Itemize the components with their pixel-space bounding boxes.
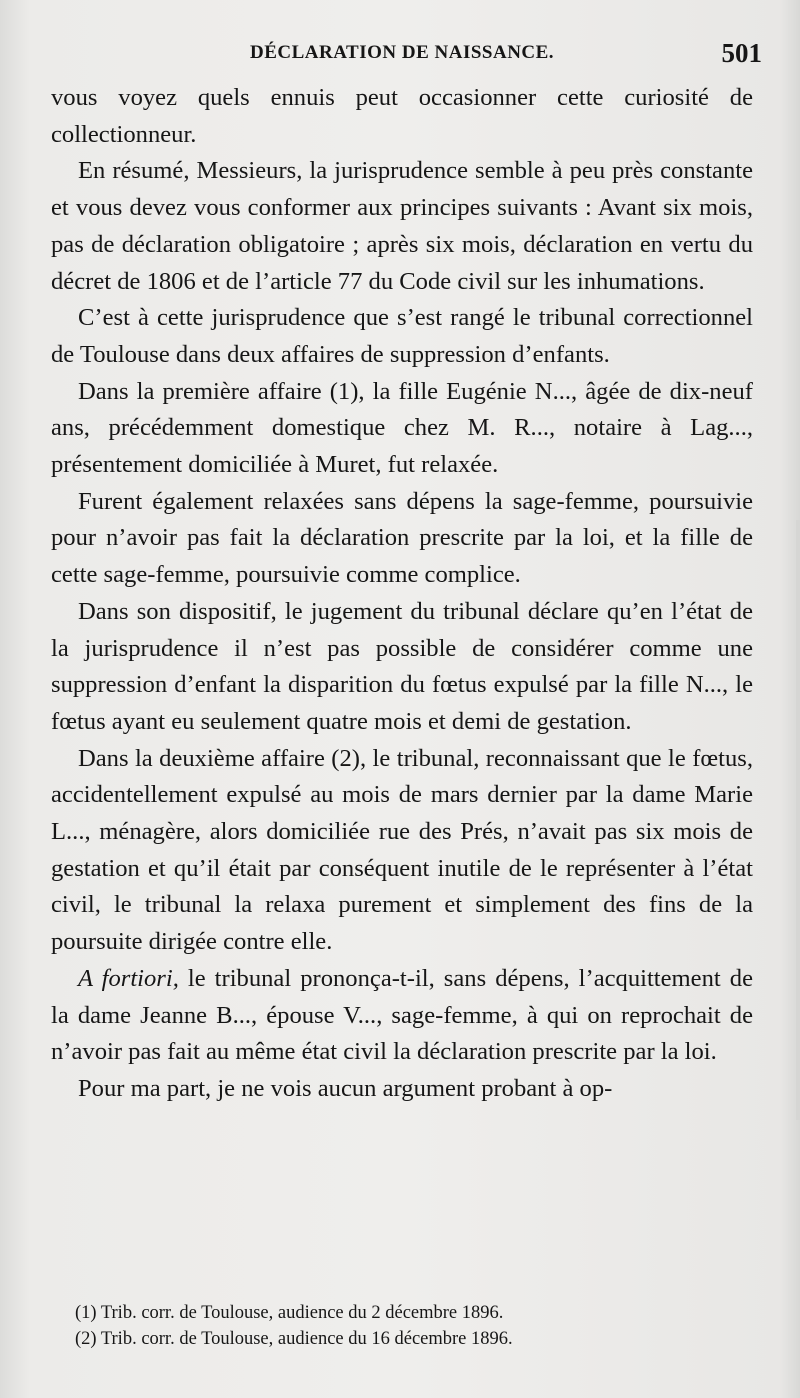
footnote-1: (1) Trib. corr. de Toulouse, audience du 2 décembre 1896.: [75, 1303, 504, 1323]
running-title: DÉCLARATION DE NAISSANCE.: [250, 42, 555, 63]
footnotes: [75, 1300, 775, 1352]
page-number: 501: [721, 38, 762, 68]
paragraph-second-case: Dans la deuxième affaire (2), le tribunal, reconnaissant que le fœtus, accidentellement expulsé au mois de mars dernier par la dame Marie L..., ménagère, alors domiciliée rue des Prés, n’avait pas six mois de gestation et qu’il était par conséquent inutile de le représenter à l’état civil, le tribunal la relaxa purement et simplement des fins de la poursuite dirigée contre elle.: [51, 744, 753, 956]
paragraph-a-fortiori: [51, 961, 753, 1071]
paragraph-midwife: Furent également relaxées sans dépens la sage-femme, poursuivie pour n’avoir pas fait la déclaration prescrite par la loi, et la fille de cette sage-femme, poursuivie comme complice.: [51, 487, 753, 589]
body-text: [51, 80, 753, 1108]
paragraph-first-case: Dans la première affaire (1), la fille Eugénie N..., âgée de dix-neuf ans, précédemment domestique chez M. R..., notaire à Lag..., présentement domiciliée à Muret, fut relaxée.: [51, 377, 753, 479]
page-header: [250, 38, 770, 68]
paragraph-summary: En résumé, Messieurs, la jurisprudence semble à peu près constante et vous devez vous conformer aux principes suivants : Avant six mois, pas de déclaration obligatoire ; après six mois, déclaration en vertu du décret de 1806 et de l’article 77 du Code civil sur les inhumations.: [51, 157, 753, 295]
paragraph-conclusion: Pour ma part, je ne vois aucun argument probant à op-: [78, 1074, 613, 1102]
a-fortiori-italic: A fortiori,: [78, 964, 179, 992]
page-edge-shadow: [796, 520, 800, 1120]
footnote-2: (2) Trib. corr. de Toulouse, audience du 16 décembre 1896.: [75, 1329, 513, 1349]
paragraph-toulouse: C’est à cette jurisprudence que s’est rangé le tribunal correctionnel de Toulouse dans deux affaires de suppression d’enfants.: [51, 304, 753, 368]
a-fortiori-text: le tribunal prononça-t-il, sans dépens, l’acquittement de la dame Jeanne B..., épouse V..., sage-femme, à qui on reprochait de n’avoir pas fait au même état civil la déclaration prescrite par la loi.: [51, 964, 753, 1066]
paragraph-judgment: Dans son dispositif, le jugement du tribunal déclare qu’en l’état de la jurisprudence il n’est pas possible de considérer comme une suppression d’enfant la disparition du fœtus expulsé par la fille N..., le fœtus ayant eu seulement quatre mois et demi de gestation.: [51, 597, 753, 735]
paragraph-continuation: vous voyez quels ennuis peut occasionner cette curiosité de collectionneur.: [51, 84, 753, 148]
